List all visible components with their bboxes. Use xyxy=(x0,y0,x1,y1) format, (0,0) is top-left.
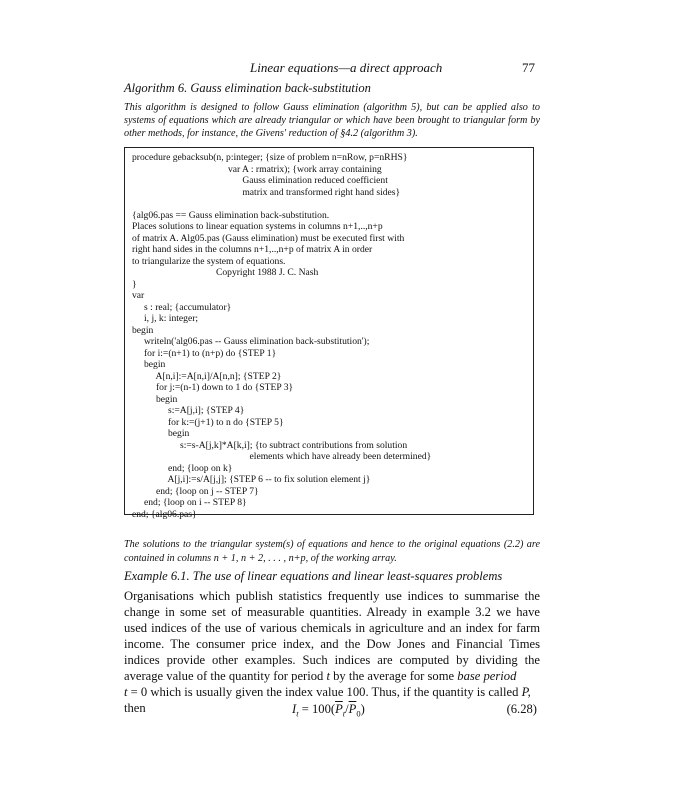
code-listing: procedure gebacksub(n, p:integer; {size of problem n=nRow, p=nRHS} var A : rmatrix); {work array containing Gauss elimination reduced coefficient matrix and transformed right hand sides} {alg06.pas == Gauss elimination back-substitution. Places solutions to linear equation systems in columns n+1,..,n+p of matrix A. Alg05.pas (Gauss elimination) must be executed first with right hand sides in the columns n+1,..,n+p of matrix A in order to triangularize the system of equations. Copyright 1988 J. C. Nash } var s : real; {accumulator} i, j, k: integer; begin writeln('alg06.pas -- Gauss elimination back-substitution'); for i:=(n+1) to (n+p) do {STEP 1} begin A[n,i]:=A[n,i]/A[n,n]; {STEP 2} for j:=(n-1) down to 1 do {STEP 3} begin s:=A[j,i]; {STEP 4} for k:=(j+1) to n do {STEP 5} begin s:=s-A[j,k]*A[k,i]; {to subtract contributions from solution elements which have already been determined} end; {loop on k} A[j,i]:=s/A[j,j]; {STEP 6 -- to fix solution element j} end; {loop on j -- STEP 7} end; {loop on i -- STEP 8} end; {alg06.pas} xyxy=(132,152,432,520)
variable-P: P, xyxy=(521,685,531,699)
variable-t-2: t xyxy=(124,685,128,699)
equation-formula xyxy=(292,702,365,719)
algorithm-title: Algorithm 6. Gauss elimination back-substitution xyxy=(124,81,371,95)
eq-p-sub-t: t xyxy=(342,708,346,719)
algorithm-caption: The solutions to the triangular system(s) of equations and hence to the original equations (2.2) are contained in columns n + 1, n + 2, . . . , n+p, of the working array. xyxy=(124,539,540,564)
eq-slash: / xyxy=(345,702,349,716)
eq-p-sub-0: 0 xyxy=(356,708,361,719)
algorithm-intro: This algorithm is designed to follow Gauss elimination (algorithm 5), but can be applied also to systems of equations which are already triangular or which have been brought to triangular form by other methods, for instance, the Givens' reduction of §4.2 (algorithm 3). xyxy=(124,102,540,139)
running-title: Linear equations—a direct approach xyxy=(250,60,443,75)
paragraph-text-1: Organisations which publish statistics frequently use indices to summarise the change in some set of measurable quantities. Already in example 3.2 we have used indices of the use of various chemicals in agriculture and an index for farm income. The consumer price index, and the Dow Jones and Financial Times indices provide other examples. Such indices are computed by dividing the average value of the quantity for period xyxy=(124,589,540,683)
eq-close: ) xyxy=(360,702,365,716)
code-listing-box xyxy=(124,147,534,520)
equation-6-28 xyxy=(124,702,540,718)
paragraph-text-2: by the average for some xyxy=(329,669,458,683)
eq-p0-bar: $\overline{P}$ xyxy=(348,702,357,716)
variable-t: t xyxy=(326,669,330,683)
page-number: 77 xyxy=(522,60,535,75)
base-period-term: base period xyxy=(457,669,517,683)
paragraph-text-3: = 0 which is usually given the index value 100. Thus, if the quantity is called xyxy=(127,685,522,699)
eq-p-bar: $\overline{P}$ xyxy=(335,702,343,716)
equation-number: (6.28) xyxy=(506,702,537,716)
example-title: Example 6.1. The use of linear equations and linear least-squares problems xyxy=(124,569,503,583)
eq-lhs-sub: t xyxy=(296,708,299,719)
eq-lhs: I xyxy=(292,702,297,716)
eq-equals: = 100( xyxy=(298,702,336,716)
paragraph-text-4: then xyxy=(124,701,146,715)
example-paragraph xyxy=(124,588,540,716)
